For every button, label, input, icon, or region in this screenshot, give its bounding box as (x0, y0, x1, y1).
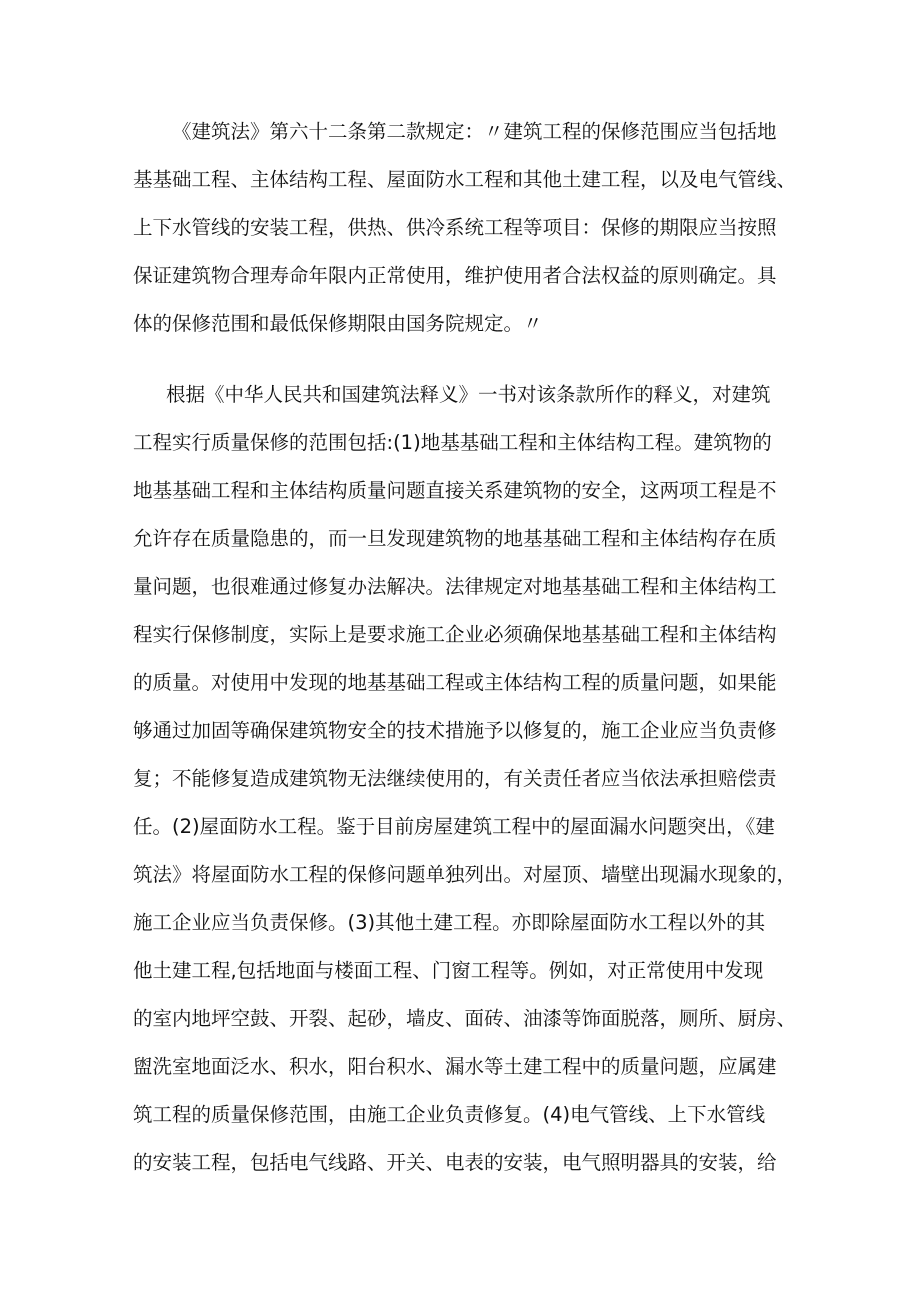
text-line: 施工企业应当负责保修。(3)其他土建工程。亦即除屋面防水工程以外的其 (133, 911, 766, 934)
text-line: 《建筑法》第六十二条第二款规定：〃建筑工程的保修范围应当包括地 (172, 120, 777, 143)
text-line: 允许存在质量隐患的，而一旦发现建筑物的地基基础工程和主体结构存在质 (133, 527, 777, 550)
text-line: 的室内地坪空鼓、开裂、起砂，墙皮、面砖、油漆等饰面脱落，厕所、厨房、 (133, 1007, 797, 1030)
text-line: 程实行保修制度，实际上是要求施工企业必须确保地基基础工程和主体结构 (133, 623, 777, 646)
text-line: 根据《中华人民共和国建筑法释义》一书对该条款所作的释义，对建筑 (166, 383, 771, 406)
text-line: 盥洗室地面泛水、积水，阳台积水、漏水等土建工程中的质量问题，应属建 (133, 1055, 777, 1078)
text-line: 筑工程的质量保修范围，由施工企业负责修复。(4)电气管线、上下水管线 (133, 1103, 766, 1126)
text-line: 他土建工程,包括地面与楼面工程、门窗工程等。例如，对正常使用中发现 (133, 959, 764, 982)
text-line: 工程实行质量保修的范围包括:(1)地基基础工程和主体结构工程。建筑物的 (133, 431, 772, 454)
text-line: 的安装工程，包括电气线路、开关、电表的安装，电气照明器具的安装，给 (133, 1151, 777, 1174)
text-line: 筑法》将屋面防水工程的保修问题单独列出。对屋顶、墙壁出现漏水现象的， (133, 863, 797, 886)
text-line: 基基础工程、主体结构工程、屋面防水工程和其他土建工程，以及电气管线、 (133, 168, 797, 191)
text-line: 上下水管线的安装工程，供热、供冷系统工程等项目：保修的期限应当按照 (133, 216, 777, 239)
text-line: 地基基础工程和主体结构质量问题直接关系建筑物的安全，这两项工程是不 (133, 479, 777, 502)
text-line: 的质量。对使用中发现的地基基础工程或主体结构工程的质量问题，如果能 (133, 671, 777, 694)
text-line: 体的保修范围和最低保修期限由国务院规定。〃 (133, 312, 543, 335)
text-line: 复；不能修复造成建筑物无法继续使用的，有关责任者应当依法承担赔偿责 (133, 767, 777, 790)
text-line: 保证建筑物合理寿命年限内正常使用，维护使用者合法权益的原则确定。具 (133, 264, 777, 287)
text-line: 够通过加固等确保建筑物安全的技术措施予以修复的，施工企业应当负责修 (133, 719, 777, 742)
text-line: 量问题，也很难通过修复办法解决。法律规定对地基基础工程和主体结构工 (133, 575, 777, 598)
text-line: 任。(2)屋面防水工程。鉴于目前房屋建筑工程中的屋面漏水问题突出，《建 (133, 815, 775, 838)
